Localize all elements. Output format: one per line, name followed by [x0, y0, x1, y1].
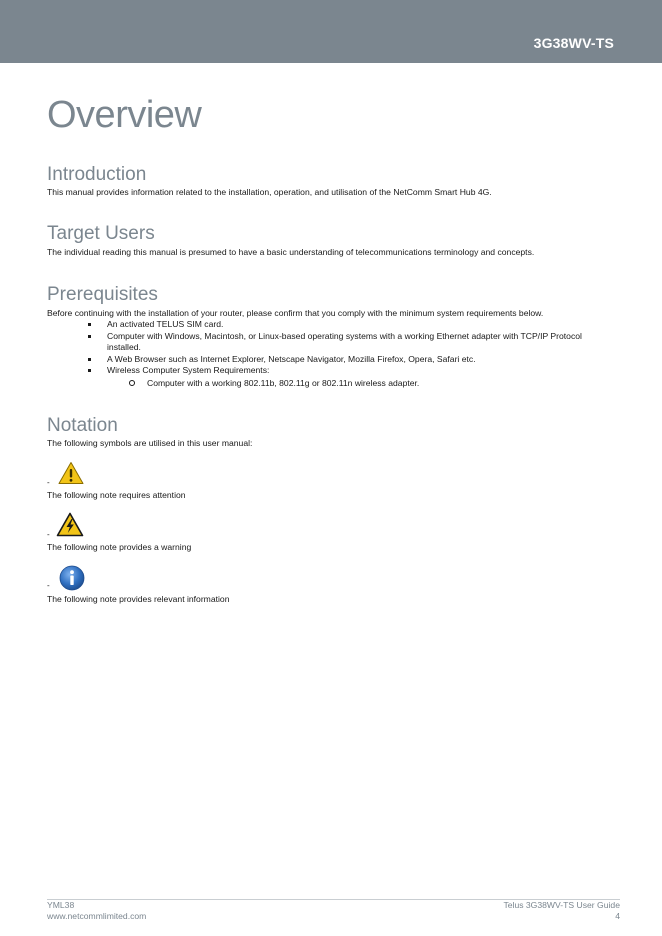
bullet-square-icon: [88, 358, 91, 361]
info-icon: [59, 565, 85, 591]
target-users-heading: Target Users: [47, 223, 155, 244]
warning-triangle-icon: [58, 461, 84, 485]
bullet-square-icon: [88, 323, 91, 326]
prerequisites-list: [88, 319, 618, 377]
introduction-text: This manual provides information related to the installation, operation, and utilisation of the NetComm Smart Hub 4G.: [47, 187, 492, 197]
header-model-label: 3G38WV-TS: [533, 35, 614, 51]
prerequisite-item: [88, 319, 618, 331]
footer-doc-code: YML38: [47, 900, 75, 910]
footer-website: www.netcommlimited.com: [47, 911, 147, 921]
note-attention-text: The following note requires attention: [47, 490, 186, 500]
target-users-text: The individual reading this manual is presumed to have a basic understanding of telecommunications terminology and concepts.: [47, 247, 535, 257]
note-info-text: The following note provides relevant information: [47, 594, 230, 604]
prerequisites-heading: Prerequisites: [47, 284, 158, 305]
bullet-square-icon: [88, 335, 91, 338]
prerequisite-item-text: A Web Browser such as Internet Explorer, Netscape Navigator, Mozilla Firefox, Opera, Safari etc.: [107, 353, 476, 364]
prerequisite-item: [88, 331, 618, 354]
prerequisite-item: [88, 365, 618, 377]
prerequisites-sub-list: [128, 378, 419, 388]
note-dash: -: [47, 581, 50, 590]
high-voltage-icon: [56, 512, 84, 537]
note-warning-text: The following note provides a warning: [47, 542, 192, 552]
prerequisites-text: Before continuing with the installation of your router, please confirm that you comply with the minimum system requirements below.: [47, 308, 544, 318]
page-title: Overview: [47, 94, 202, 136]
header-band: [0, 0, 662, 63]
footer-guide-title: Telus 3G38WV-TS User Guide: [503, 900, 620, 910]
bullet-circle-icon: [129, 380, 135, 386]
prerequisite-item-text: Wireless Computer System Requirements:: [107, 365, 270, 376]
note-dash: -: [47, 530, 50, 539]
prerequisite-item-text: Computer with Windows, Macintosh, or Linux-based operating systems with a working Ethernet adapter with TCP/IP Protocol installed.: [107, 330, 582, 353]
prerequisite-sub-item: [128, 378, 419, 388]
prerequisite-item-text: An activated TELUS SIM card.: [107, 319, 224, 329]
note-dash: -: [47, 478, 50, 487]
notation-heading: Notation: [47, 415, 118, 436]
notation-text: The following symbols are utilised in this user manual:: [47, 438, 253, 448]
introduction-heading: Introduction: [47, 164, 147, 185]
bullet-square-icon: [88, 369, 91, 372]
prerequisite-sub-item-text: Computer with a working 802.11b, 802.11g or 802.11n wireless adapter.: [147, 378, 420, 388]
prerequisite-item: [88, 354, 618, 366]
footer-page-number: 4: [615, 911, 620, 921]
